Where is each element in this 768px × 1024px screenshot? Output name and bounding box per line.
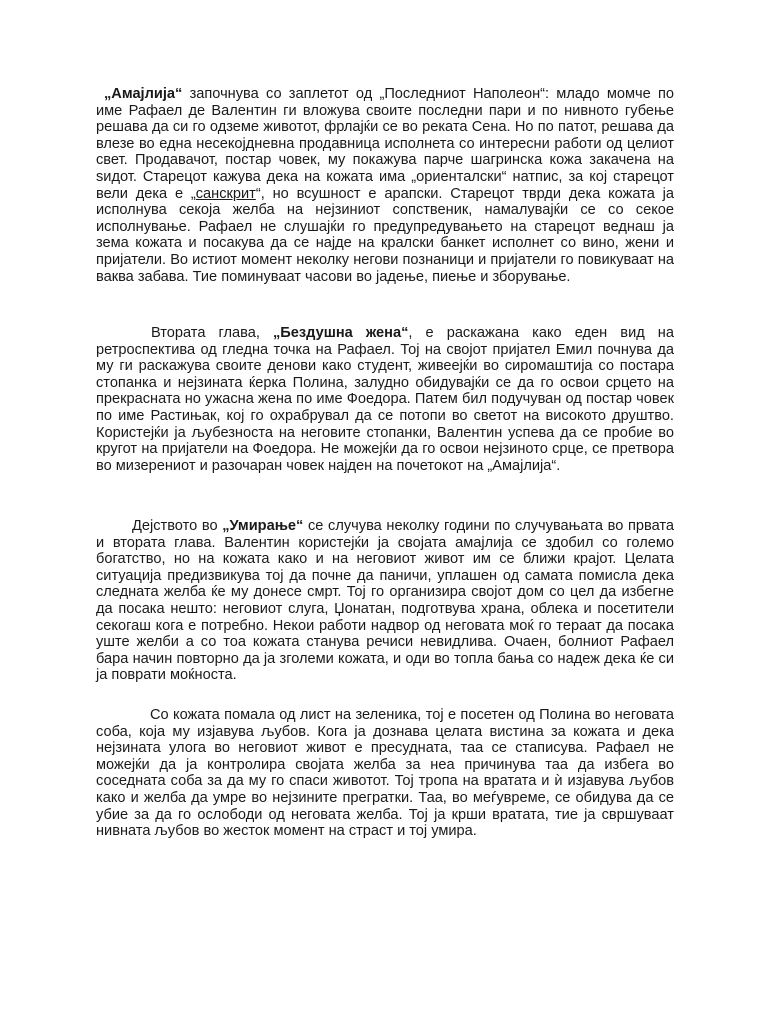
- paragraph-bezdushna-zhena: [96, 325, 674, 474]
- paragraph-ending: [96, 707, 674, 840]
- paragraph-text: , е раскажана како еден вид на ретроспектива од гледна точка на Рафаел. Тој на својот пријател Емил почнува да му ги раскажува своите денови како студент, живеејќи во сиромаштија со постара стопанка и нејзината ќерка Полина, залудно обидувајќи се да го освои срцето на прекрасната но ужасна жена по име Фоедора. Патем бил подучуван од постар човек по име Растињак, кој го охрабрувал да се потопи во светот на високото друштво. Користејќи ја љубезноста на неговите стопанки, Валентин успева да се пробие во кругот на пријатели на Фоедора. Не можејќи да го освои нејзиното срце, се претвора во мизерениот и разочаран човек најден на почетокот на „Амајлија“.: [96, 325, 674, 474]
- chapter-title-bezdushna-zhena: „Бездушна жена“: [272, 325, 409, 341]
- chapter-title-umiranje: „Умирање“: [222, 518, 304, 534]
- paragraph-text: Со кожата помала од лист на зеленика, тој е посетен од Полина во неговата соба, која му изјавува љубов. Кога ја дознава целата вистина за кожата и дека нејзината улога во неговиот живот е пресудната, таа се стаписува. Рафаел не можејќи да ја контролира својата желба за неа причинува таа да избега во соседната соба за да му го спаси животот. Тој тропа на вратата и ѝ изјавува љубов како и желба да умре во нејзините прегратки. Таа, во меѓувреме, се обидува да се убие за да го ослободи од неговата желба. Тој ја крши вратата, тие ја свршуваат нивната љубов во жесток момент на страст и тој умира.: [96, 707, 674, 840]
- paragraph-text: се случува неколку години по случувањата во првата и втората глава. Валентин користејќи ја својата амајлија се здобил со големо богатство, но на кожата како и на неговиот живот им се ближи крајот. Целата ситуација предизвикува тој да почне да паничи, уплашен од самата помисла дека следната желба ќе му донесе смрт. Тој го организира својот дом со цел да избегне да посака нешто: неговиот слуга, Џонатан, подготвува храна, облека и посетители секогаш кога е потребно. Некои работи надвор од неговата моќ го тераат да посака уште желби а со тоа кожата станува речиси невидлива. Очаен, болниот Рафаел бара начин повторно да ја зголеми кожата, и оди во топла бања со надеж дека ќе си ја поврати моќноста.: [96, 518, 674, 684]
- paragraph-amajlija: [96, 86, 674, 285]
- paragraph-text: започнува со заплетот од „Последниот Наполеон“: младо момче по име Рафаел де Валентин ги вложува своите последни пари и по нивното губење решава да си го одземе животот, фрлајќи се во реката Сена. Но по патот, решава да влезе во една несекојдневна продавница исполнета со интересни работи од целиот свет. Продавачот, постар човек, му покажува парче шагринска кожа закачена на ѕидот. Старецот кажува дека на кожата има „ориенталски“ натпис, за кој старецот вели дека е „: [96, 86, 674, 202]
- sanskrit-link-text: санскрит: [195, 185, 256, 202]
- paragraph-text: “, но всушност е арапски. Старецот тврди дека кожата ја исполнува секоја желба на нејзиниот сопственик, намалувајќи се со секое исполнување. Рафаел не слушајќи го предупредувањето на старецот веднаш ја зема кожата и посакува да се најде на кралски банкет исполнет со вино, жени и пријатели. Во истиот момент неколку негови познаници и пријатели го повикуваат на ваква забава. Тие поминуваат часови во јадење, пиење и зборување.: [96, 185, 674, 285]
- paragraph-umiranje: [96, 518, 674, 684]
- chapter-title-amajlija: „Амајлија“: [104, 86, 183, 102]
- paragraph-lead: Дејството во: [132, 518, 223, 534]
- paragraph-lead: Втората глава,: [151, 325, 273, 341]
